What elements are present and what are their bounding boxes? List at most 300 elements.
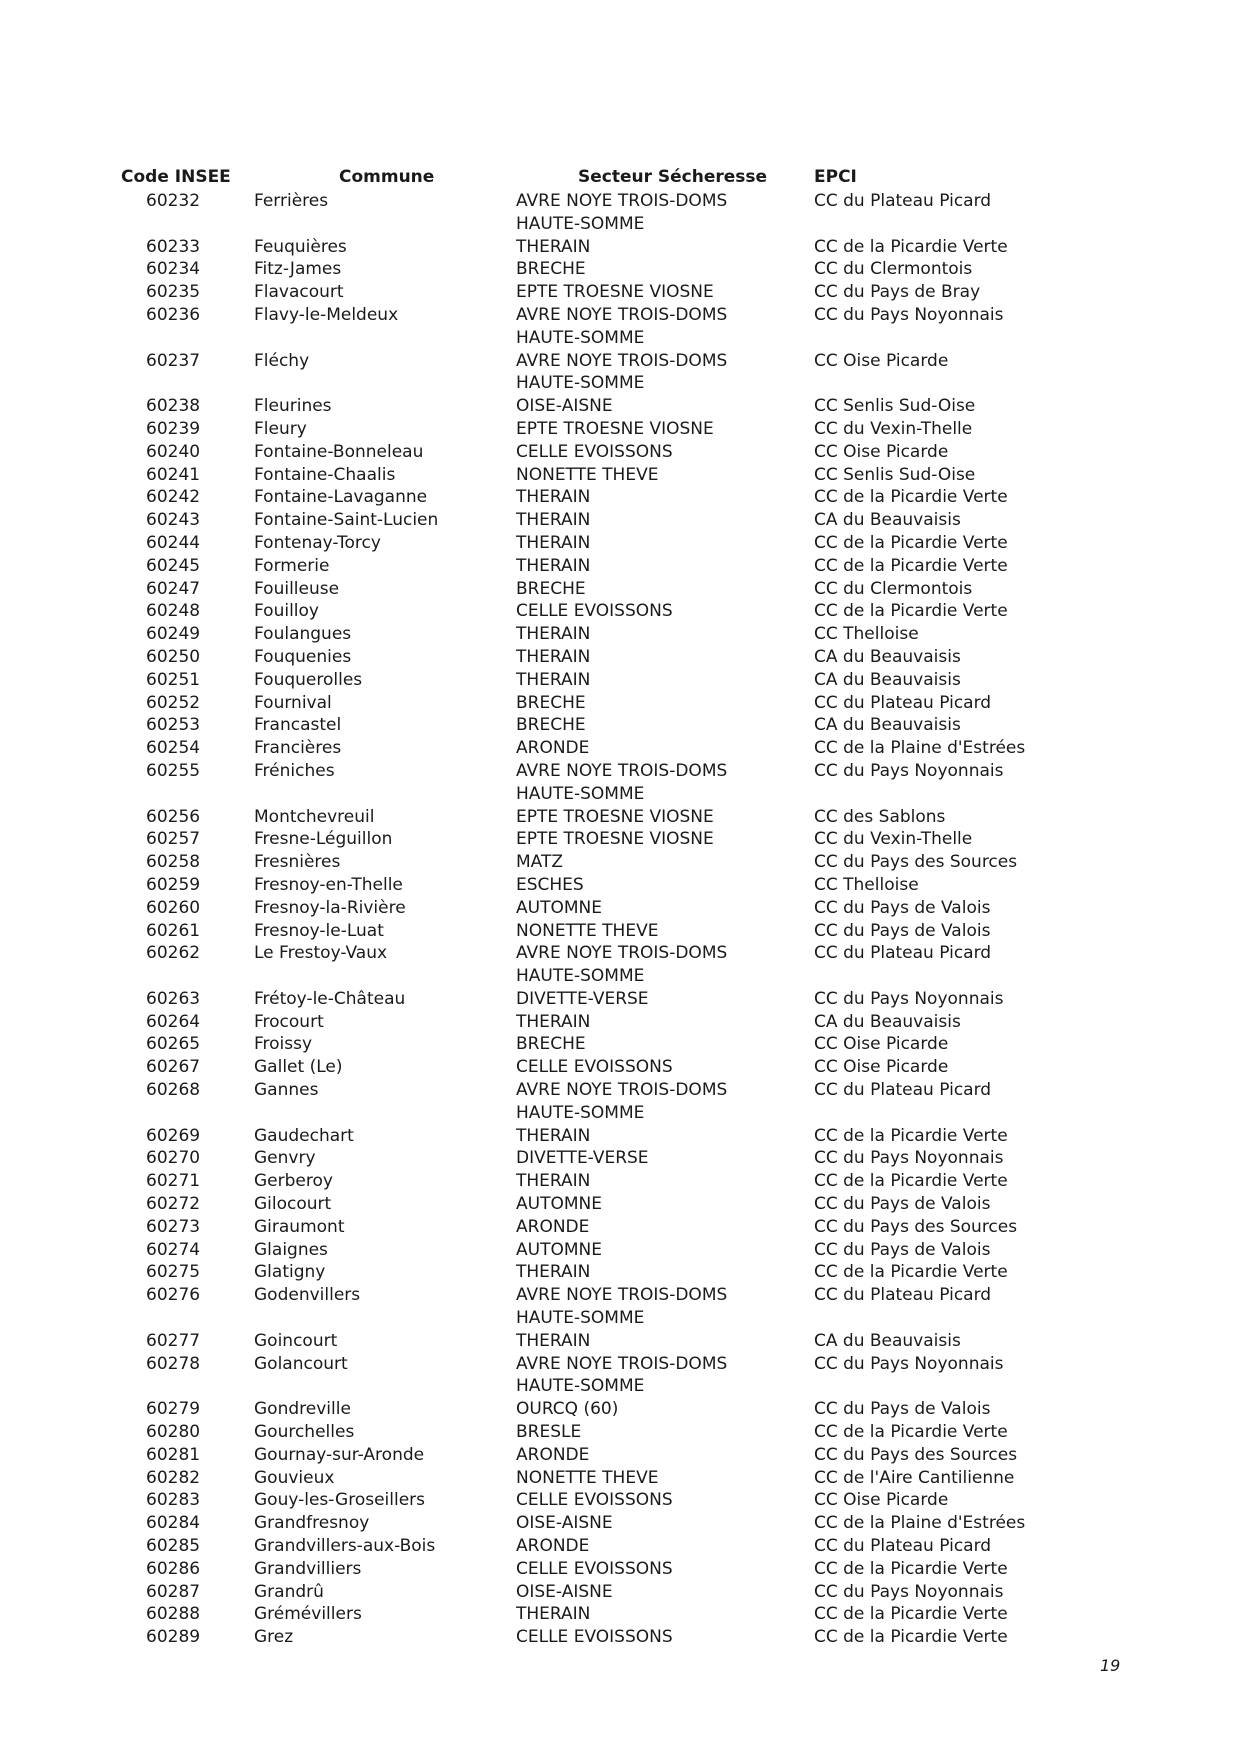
secteur-line: THERAIN (516, 487, 591, 508)
cell-secteur-secheresse (516, 1603, 814, 1626)
secteur-line: ARONDE (516, 1216, 590, 1237)
cell-code-insee: 60284 (146, 1513, 201, 1534)
cell-commune: Fresnoy-la-Rivière (254, 897, 406, 918)
cell-commune: Fleury (254, 418, 307, 439)
cell-secteur-secheresse (516, 1170, 814, 1193)
cell-commune: Flavacourt (254, 282, 344, 303)
cell-commune: Gouy-les-Groseillers (254, 1490, 426, 1511)
cell-commune: Golancourt (254, 1353, 348, 1374)
table-row (121, 1239, 1061, 1262)
cell-commune: Fitz-James (254, 259, 342, 280)
cell-epci: CC du Pays de Valois (814, 1239, 991, 1260)
table-row (121, 236, 1061, 259)
cell-secteur-secheresse (516, 737, 814, 760)
secteur-line: THERAIN (516, 646, 591, 667)
table-row (121, 1353, 1061, 1399)
cell-epci: CC Senlis Sud-Oise (814, 464, 976, 485)
cell-code-insee: 60232 (146, 191, 201, 211)
table-row (121, 623, 1061, 646)
cell-commune: Formerie (254, 555, 330, 576)
secteur-line: THERAIN (516, 624, 591, 645)
cell-code-insee: 60244 (146, 532, 201, 553)
cell-secteur-secheresse (516, 1261, 814, 1284)
cell-secteur-secheresse (516, 623, 814, 646)
table-header (121, 164, 1061, 190)
secteur-line: THERAIN (516, 1171, 591, 1192)
secteur-line: CELLE EVOISSONS (516, 1490, 673, 1511)
cell-epci: CC Thelloise (814, 624, 919, 645)
secteur-line: THERAIN (516, 555, 591, 576)
cell-code-insee: 60265 (146, 1034, 201, 1055)
cell-epci: CC Oise Picarde (814, 1057, 949, 1078)
table-row (121, 714, 1061, 737)
cell-code-insee: 60262 (146, 943, 201, 964)
cell-epci: CC du Pays Noyonnais (814, 1353, 1004, 1374)
cell-code-insee: 60271 (146, 1171, 201, 1192)
cell-secteur-secheresse (516, 190, 814, 236)
cell-code-insee: 60272 (146, 1194, 201, 1215)
cell-code-insee: 60258 (146, 852, 201, 873)
table-row (121, 464, 1061, 487)
secteur-line: CELLE EVOISSONS (516, 1558, 673, 1579)
cell-commune: Ferrières (254, 191, 329, 211)
secteur-line: THERAIN (516, 1330, 591, 1351)
cell-code-insee: 60275 (146, 1262, 201, 1283)
cell-epci: CC du Plateau Picard (814, 191, 992, 211)
header-commune: Commune (339, 167, 435, 187)
secteur-line: AVRE NOYE TROIS-DOMS (516, 350, 728, 371)
cell-secteur-secheresse (516, 555, 814, 578)
cell-code-insee: 60239 (146, 418, 201, 439)
table-row (121, 1193, 1061, 1216)
cell-code-insee: 60261 (146, 920, 201, 941)
cell-epci: CC Oise Picarde (814, 350, 949, 371)
cell-secteur-secheresse (516, 988, 814, 1011)
table-row (121, 1261, 1061, 1284)
cell-commune: Fontaine-Chaalis (254, 464, 396, 485)
cell-secteur-secheresse (516, 1193, 814, 1216)
table-row (121, 920, 1061, 943)
table-row (121, 692, 1061, 715)
cell-code-insee: 60243 (146, 510, 201, 531)
cell-epci: CC Oise Picarde (814, 1034, 949, 1055)
secteur-line: CELLE EVOISSONS (516, 1627, 673, 1648)
cell-epci: CC du Pays de Valois (814, 897, 991, 918)
cell-epci: CA du Beauvaisis (814, 1011, 961, 1032)
cell-secteur-secheresse (516, 1512, 814, 1535)
secteur-line: BRECHE (516, 578, 586, 599)
cell-commune: Gourchelles (254, 1422, 355, 1443)
cell-commune: Fresnoy-en-Thelle (254, 874, 403, 895)
table-row (121, 1581, 1061, 1604)
cell-epci: CC de la Picardie Verte (814, 1171, 1008, 1192)
cell-code-insee: 60247 (146, 578, 201, 599)
cell-code-insee: 60278 (146, 1353, 201, 1374)
cell-commune: Fontaine-Lavaganne (254, 487, 428, 508)
secteur-line: CELLE EVOISSONS (516, 1057, 673, 1078)
table-body (121, 190, 1061, 1649)
cell-epci: CC du Pays Noyonnais (814, 304, 1004, 325)
cell-commune: Fontaine-Saint-Lucien (254, 510, 439, 531)
cell-epci: CC du Plateau Picard (814, 1080, 992, 1101)
cell-epci: CC du Pays de Bray (814, 282, 981, 303)
cell-secteur-secheresse (516, 578, 814, 601)
table-row (121, 1626, 1061, 1649)
cell-commune: Fouquerolles (254, 669, 363, 690)
secteur-line: THERAIN (516, 1262, 591, 1283)
cell-epci: CC de la Picardie Verte (814, 601, 1008, 622)
cell-code-insee: 60287 (146, 1581, 201, 1602)
cell-epci: CC Thelloise (814, 874, 919, 895)
table-row (121, 1011, 1061, 1034)
secteur-line: HAUTE-SOMME (516, 966, 645, 987)
cell-secteur-secheresse (516, 1353, 814, 1399)
cell-epci: CC Senlis Sud-Oise (814, 396, 976, 417)
cell-epci: CC du Pays Noyonnais (814, 1148, 1004, 1169)
cell-epci: CC du Pays de Valois (814, 1194, 991, 1215)
cell-epci: CA du Beauvaisis (814, 1330, 961, 1351)
cell-secteur-secheresse (516, 304, 814, 350)
table-row (121, 1489, 1061, 1512)
cell-code-insee: 60236 (146, 304, 201, 325)
cell-epci: CA du Beauvaisis (814, 715, 961, 736)
cell-epci: CC de la Picardie Verte (814, 1125, 1008, 1146)
table-row (121, 851, 1061, 874)
cell-epci: CC de la Picardie Verte (814, 1558, 1008, 1579)
table-row (121, 806, 1061, 829)
cell-secteur-secheresse (516, 1216, 814, 1239)
cell-epci: CC de la Plaine d'Estrées (814, 1513, 1026, 1534)
cell-code-insee: 60240 (146, 441, 201, 462)
cell-secteur-secheresse (516, 714, 814, 737)
secteur-line: CELLE EVOISSONS (516, 601, 673, 622)
secteur-line: THERAIN (516, 510, 591, 531)
cell-code-insee: 60273 (146, 1216, 201, 1237)
cell-secteur-secheresse (516, 1284, 814, 1330)
cell-code-insee: 60251 (146, 669, 201, 690)
cell-commune: Francastel (254, 715, 342, 736)
cell-secteur-secheresse (516, 760, 814, 806)
cell-code-insee: 60264 (146, 1011, 201, 1032)
cell-commune: Gaudechart (254, 1125, 354, 1146)
cell-code-insee: 60269 (146, 1125, 201, 1146)
table-row (121, 1535, 1061, 1558)
cell-epci: CC du Plateau Picard (814, 692, 992, 713)
table-row (121, 1603, 1061, 1626)
cell-epci: CC Oise Picarde (814, 1490, 949, 1511)
table-row (121, 1216, 1061, 1239)
cell-code-insee: 60259 (146, 874, 201, 895)
cell-epci: CC du Vexin-Thelle (814, 829, 973, 850)
cell-epci: CC de la Picardie Verte (814, 487, 1008, 508)
cell-code-insee: 60235 (146, 282, 201, 303)
cell-secteur-secheresse (516, 646, 814, 669)
secteur-line: AUTOMNE (516, 1239, 602, 1260)
cell-commune: Grandvilliers (254, 1558, 362, 1579)
cell-secteur-secheresse (516, 874, 814, 897)
cell-epci: CC des Sablons (814, 806, 946, 827)
table-row (121, 1125, 1061, 1148)
cell-epci: CC de la Picardie Verte (814, 1627, 1008, 1648)
cell-epci: CC de la Picardie Verte (814, 1422, 1008, 1443)
secteur-line: AVRE NOYE TROIS-DOMS (516, 1353, 728, 1374)
cell-commune: Fleurines (254, 396, 332, 417)
cell-code-insee: 60255 (146, 760, 201, 781)
cell-code-insee: 60288 (146, 1604, 201, 1625)
secteur-line: AVRE NOYE TROIS-DOMS (516, 191, 728, 211)
header-code-insee: Code INSEE (121, 167, 231, 187)
cell-secteur-secheresse (516, 1033, 814, 1056)
cell-commune: Fouquenies (254, 646, 352, 667)
table-row (121, 1512, 1061, 1535)
secteur-line: HAUTE-SOMME (516, 373, 645, 394)
secteur-line: ARONDE (516, 1444, 590, 1465)
cell-code-insee: 60256 (146, 806, 201, 827)
cell-commune: Fresne-Léguillon (254, 829, 393, 850)
secteur-line: THERAIN (516, 1604, 591, 1625)
secteur-line: EPTE TROESNE VIOSNE (516, 418, 714, 439)
table-row (121, 190, 1061, 236)
cell-commune: Grandrû (254, 1581, 324, 1602)
secteur-line: THERAIN (516, 236, 591, 257)
table-row (121, 418, 1061, 441)
cell-secteur-secheresse (516, 1398, 814, 1421)
header-epci: EPCI (814, 167, 857, 187)
cell-secteur-secheresse (516, 1626, 814, 1649)
secteur-line: BRECHE (516, 692, 586, 713)
cell-code-insee: 60281 (146, 1444, 201, 1465)
table-row (121, 1033, 1061, 1056)
table-row (121, 486, 1061, 509)
cell-commune: Fresnoy-le-Luat (254, 920, 384, 941)
secteur-line: AVRE NOYE TROIS-DOMS (516, 1080, 728, 1101)
cell-code-insee: 60289 (146, 1627, 201, 1648)
cell-secteur-secheresse (516, 441, 814, 464)
cell-secteur-secheresse (516, 509, 814, 532)
cell-code-insee: 60250 (146, 646, 201, 667)
cell-code-insee: 60237 (146, 350, 201, 371)
cell-secteur-secheresse (516, 897, 814, 920)
table-row (121, 1147, 1061, 1170)
cell-epci: CC de l'Aire Cantilienne (814, 1467, 1015, 1488)
cell-secteur-secheresse (516, 692, 814, 715)
cell-commune: Goincourt (254, 1330, 338, 1351)
cell-commune: Fouilloy (254, 601, 319, 622)
table-row (121, 600, 1061, 623)
cell-commune: Grez (254, 1627, 294, 1648)
secteur-line: THERAIN (516, 669, 591, 690)
cell-secteur-secheresse (516, 1421, 814, 1444)
secteur-line: CELLE EVOISSONS (516, 441, 673, 462)
cell-secteur-secheresse (516, 1330, 814, 1353)
cell-secteur-secheresse (516, 1239, 814, 1262)
cell-secteur-secheresse (516, 281, 814, 304)
header-row (121, 164, 1061, 190)
cell-code-insee: 60279 (146, 1399, 201, 1420)
cell-epci: CA du Beauvaisis (814, 669, 961, 690)
cell-commune: Grémévillers (254, 1604, 362, 1625)
cell-secteur-secheresse (516, 464, 814, 487)
cell-code-insee: 60238 (146, 396, 201, 417)
cell-commune: Grandvillers-aux-Bois (254, 1536, 436, 1557)
cell-secteur-secheresse (516, 1147, 814, 1170)
cell-secteur-secheresse (516, 236, 814, 259)
communes-table (121, 164, 1061, 1649)
cell-commune: Gannes (254, 1080, 319, 1101)
cell-code-insee: 60286 (146, 1558, 201, 1579)
cell-code-insee: 60270 (146, 1148, 201, 1169)
secteur-line: MATZ (516, 852, 564, 873)
table-row (121, 1170, 1061, 1193)
cell-commune: Fresnières (254, 852, 341, 873)
cell-commune: Feuquières (254, 236, 347, 257)
cell-code-insee: 60234 (146, 259, 201, 280)
cell-epci: CC du Pays des Sources (814, 1444, 1018, 1465)
cell-code-insee: 60241 (146, 464, 201, 485)
cell-secteur-secheresse (516, 258, 814, 281)
cell-code-insee: 60260 (146, 897, 201, 918)
secteur-line: AVRE NOYE TROIS-DOMS (516, 1285, 728, 1306)
cell-code-insee: 60242 (146, 487, 201, 508)
table-row (121, 760, 1061, 806)
secteur-line: NONETTE THEVE (516, 464, 659, 485)
cell-secteur-secheresse (516, 418, 814, 441)
table-row (121, 874, 1061, 897)
cell-epci: CC du Pays Noyonnais (814, 988, 1004, 1009)
cell-code-insee: 60274 (146, 1239, 201, 1260)
cell-secteur-secheresse (516, 1558, 814, 1581)
cell-commune: Gerberoy (254, 1171, 333, 1192)
secteur-line: NONETTE THEVE (516, 1467, 659, 1488)
cell-epci: CC du Pays des Sources (814, 852, 1018, 873)
cell-commune: Frétoy-le-Château (254, 988, 406, 1009)
cell-commune: Fontaine-Bonneleau (254, 441, 424, 462)
cell-code-insee: 60254 (146, 738, 201, 759)
cell-commune: Gallet (Le) (254, 1057, 343, 1078)
cell-epci: CC du Plateau Picard (814, 1536, 992, 1557)
cell-commune: Gilocourt (254, 1194, 332, 1215)
secteur-line: HAUTE-SOMME (516, 327, 645, 348)
table-row (121, 897, 1061, 920)
cell-code-insee: 60252 (146, 692, 201, 713)
cell-epci: CC du Pays de Valois (814, 1399, 991, 1420)
page-number: 19 (1100, 1656, 1121, 1675)
secteur-line: AVRE NOYE TROIS-DOMS (516, 304, 728, 325)
cell-commune: Glaignes (254, 1239, 328, 1260)
cell-commune: Genvry (254, 1148, 316, 1169)
cell-secteur-secheresse (516, 395, 814, 418)
secteur-line: DIVETTE-VERSE (516, 988, 649, 1009)
secteur-line: HAUTE-SOMME (516, 1102, 645, 1123)
table-row (121, 1421, 1061, 1444)
cell-commune: Montchevreuil (254, 806, 375, 827)
cell-commune: Fléchy (254, 350, 310, 371)
secteur-line: OISE-AISNE (516, 1581, 613, 1602)
secteur-line: AUTOMNE (516, 897, 602, 918)
cell-secteur-secheresse (516, 806, 814, 829)
cell-commune: Grandfresnoy (254, 1513, 370, 1534)
table-row (121, 988, 1061, 1011)
cell-secteur-secheresse (516, 851, 814, 874)
secteur-line: DIVETTE-VERSE (516, 1148, 649, 1169)
cell-commune: Francières (254, 738, 342, 759)
cell-commune: Froissy (254, 1034, 313, 1055)
cell-code-insee: 60280 (146, 1422, 201, 1443)
secteur-line: EPTE TROESNE VIOSNE (516, 282, 714, 303)
cell-secteur-secheresse (516, 1056, 814, 1079)
cell-secteur-secheresse (516, 1489, 814, 1512)
cell-epci: CC du Clermontois (814, 578, 973, 599)
cell-secteur-secheresse (516, 1467, 814, 1490)
cell-commune: Glatigny (254, 1262, 326, 1283)
table-row (121, 509, 1061, 532)
secteur-line: OISE-AISNE (516, 1513, 613, 1534)
cell-epci: CC du Pays Noyonnais (814, 1581, 1004, 1602)
cell-code-insee: 60245 (146, 555, 201, 576)
cell-secteur-secheresse (516, 350, 814, 396)
table-row (121, 1330, 1061, 1353)
cell-secteur-secheresse (516, 669, 814, 692)
secteur-line: ARONDE (516, 738, 590, 759)
secteur-line: THERAIN (516, 1011, 591, 1032)
cell-secteur-secheresse (516, 600, 814, 623)
table-row (121, 669, 1061, 692)
table-row (121, 578, 1061, 601)
table-row (121, 1284, 1061, 1330)
secteur-line: BRECHE (516, 1034, 586, 1055)
cell-epci: CC de la Picardie Verte (814, 236, 1008, 257)
cell-code-insee: 60285 (146, 1536, 201, 1557)
cell-secteur-secheresse (516, 1535, 814, 1558)
cell-secteur-secheresse (516, 942, 814, 988)
cell-commune: Frocourt (254, 1011, 324, 1032)
table-row (121, 1467, 1061, 1490)
table-row (121, 1444, 1061, 1467)
cell-code-insee: 60283 (146, 1490, 201, 1511)
table-row (121, 942, 1061, 988)
cell-commune: Gournay-sur-Aronde (254, 1444, 425, 1465)
cell-epci: CA du Beauvaisis (814, 510, 961, 531)
cell-secteur-secheresse (516, 1079, 814, 1125)
table-row (121, 737, 1061, 760)
cell-code-insee: 60282 (146, 1467, 201, 1488)
secteur-line: EPTE TROESNE VIOSNE (516, 806, 714, 827)
cell-secteur-secheresse (516, 532, 814, 555)
cell-code-insee: 60263 (146, 988, 201, 1009)
table-row (121, 350, 1061, 396)
cell-commune: Foulangues (254, 624, 352, 645)
table-row (121, 304, 1061, 350)
cell-secteur-secheresse (516, 486, 814, 509)
secteur-line: BRECHE (516, 715, 586, 736)
table-row (121, 1398, 1061, 1421)
secteur-line: THERAIN (516, 1125, 591, 1146)
header-secteur-secheresse: Secteur Sécheresse (578, 167, 768, 187)
secteur-line: ARONDE (516, 1536, 590, 1557)
cell-code-insee: 60277 (146, 1330, 201, 1351)
secteur-line: BRESLE (516, 1422, 582, 1443)
secteur-line: AVRE NOYE TROIS-DOMS (516, 760, 728, 781)
table-row (121, 1056, 1061, 1079)
cell-secteur-secheresse (516, 1581, 814, 1604)
cell-epci: CA du Beauvaisis (814, 646, 961, 667)
table-row (121, 646, 1061, 669)
secteur-line: AUTOMNE (516, 1194, 602, 1215)
cell-secteur-secheresse (516, 1125, 814, 1148)
secteur-line: BRECHE (516, 259, 586, 280)
cell-secteur-secheresse (516, 828, 814, 851)
cell-commune: Fournival (254, 692, 332, 713)
